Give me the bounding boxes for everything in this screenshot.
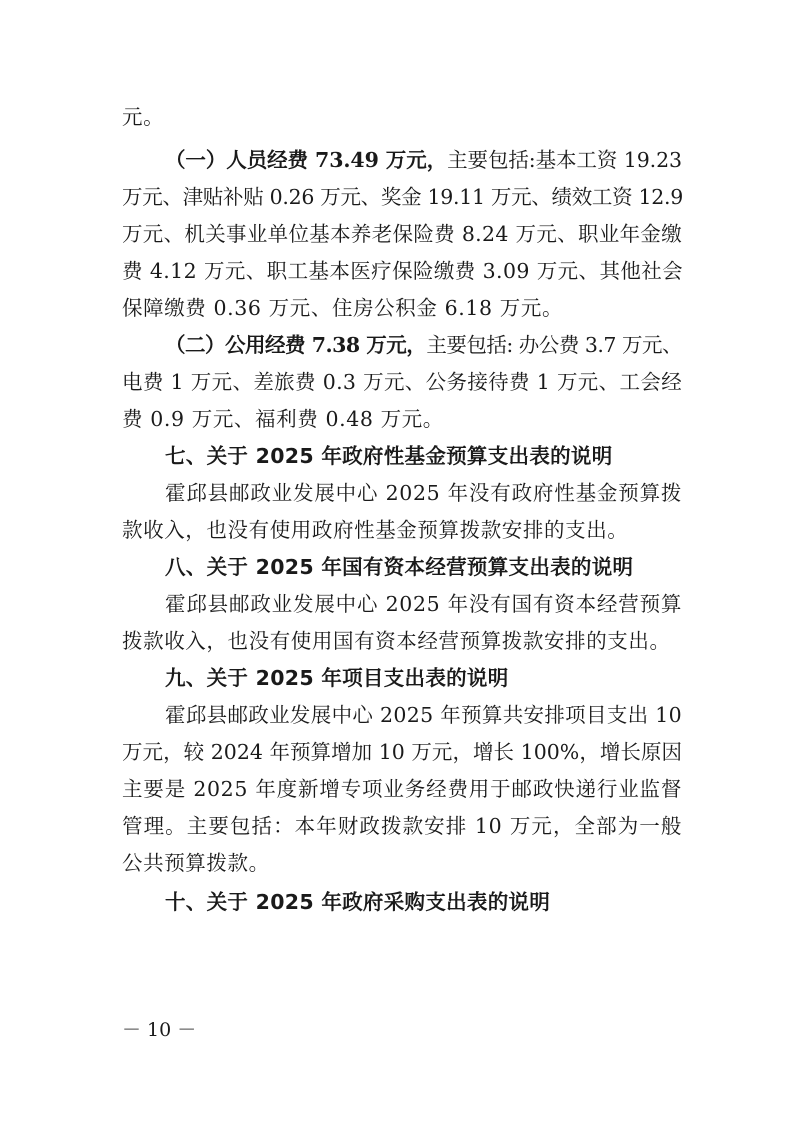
personnel-costs-line-1 — [165, 146, 682, 174]
personnel-costs-line-3: 万元、机关事业单位基本养老保险费 8.24 万元、职业年金缴 — [122, 222, 682, 246]
section-9-line-3: 主要是 2025 年度新增专项业务经费用于邮政快递行业监督 — [122, 777, 682, 801]
public-costs-line-2: 电费 1 万元、差旅费 0.3 万元、公务接待费 1 万元、工会经 — [122, 370, 682, 394]
section-8-line-2: 拨款收入，也没有使用国有资本经营预算拨款安排的支出。 — [122, 629, 671, 653]
section-9-heading: 九、关于 2025 年项目支出表的说明 — [165, 666, 509, 690]
section-9-line-4: 管理。主要包括：本年财政拨款安排 10 万元，全部为一般 — [122, 814, 682, 838]
section-9-line-5: 公共预算拨款。 — [122, 851, 270, 875]
section-7-heading: 七、关于 2025 年政府性基金预算支出表的说明 — [165, 444, 613, 468]
section-7-line-2: 款收入，也没有使用政府性基金预算拨款安排的支出。 — [122, 518, 629, 542]
personnel-costs-line-2: 万元、津贴补贴 0.26 万元、奖金 19.11 万元、绩效工资 12.9 — [122, 185, 683, 209]
personnel-costs-line-1-rest: 主要包括:基本工资 19.23 — [447, 148, 682, 172]
public-costs-line-1-rest: 主要包括: 办公费 3.7 万元、 — [426, 333, 683, 357]
section-8-heading: 八、关于 2025 年国有资本经营预算支出表的说明 — [165, 555, 634, 579]
continuation-line: 元。 — [122, 105, 165, 129]
personnel-costs-line-5: 保障缴费 0.36 万元、住房公积金 6.18 万元。 — [122, 296, 564, 320]
section-9-line-2: 万元，较 2024 年预算增加 10 万元，增长 100%，增长原因 — [122, 740, 682, 764]
page-number: － 10 － — [122, 1019, 197, 1041]
section-7-line-1: 霍邱县邮政业发展中心 2025 年没有政府性基金预算拨 — [165, 481, 682, 505]
public-costs-lead: （二）公用经费 7.38 万元， — [165, 333, 427, 357]
section-10-heading: 十、关于 2025 年政府采购支出表的说明 — [165, 890, 551, 914]
public-costs-line-1 — [165, 331, 682, 359]
personnel-costs-lead: （一）人员经费 73.49 万元， — [165, 148, 448, 172]
section-9-line-1: 霍邱县邮政业发展中心 2025 年预算共安排项目支出 10 — [165, 703, 682, 727]
public-costs-line-3: 费 0.9 万元、福利费 0.48 万元。 — [122, 407, 444, 431]
section-8-line-1: 霍邱县邮政业发展中心 2025 年没有国有资本经营预算 — [165, 592, 682, 616]
personnel-costs-line-4: 费 4.12 万元、职工基本医疗保险缴费 3.09 万元、其他社会 — [122, 259, 684, 283]
